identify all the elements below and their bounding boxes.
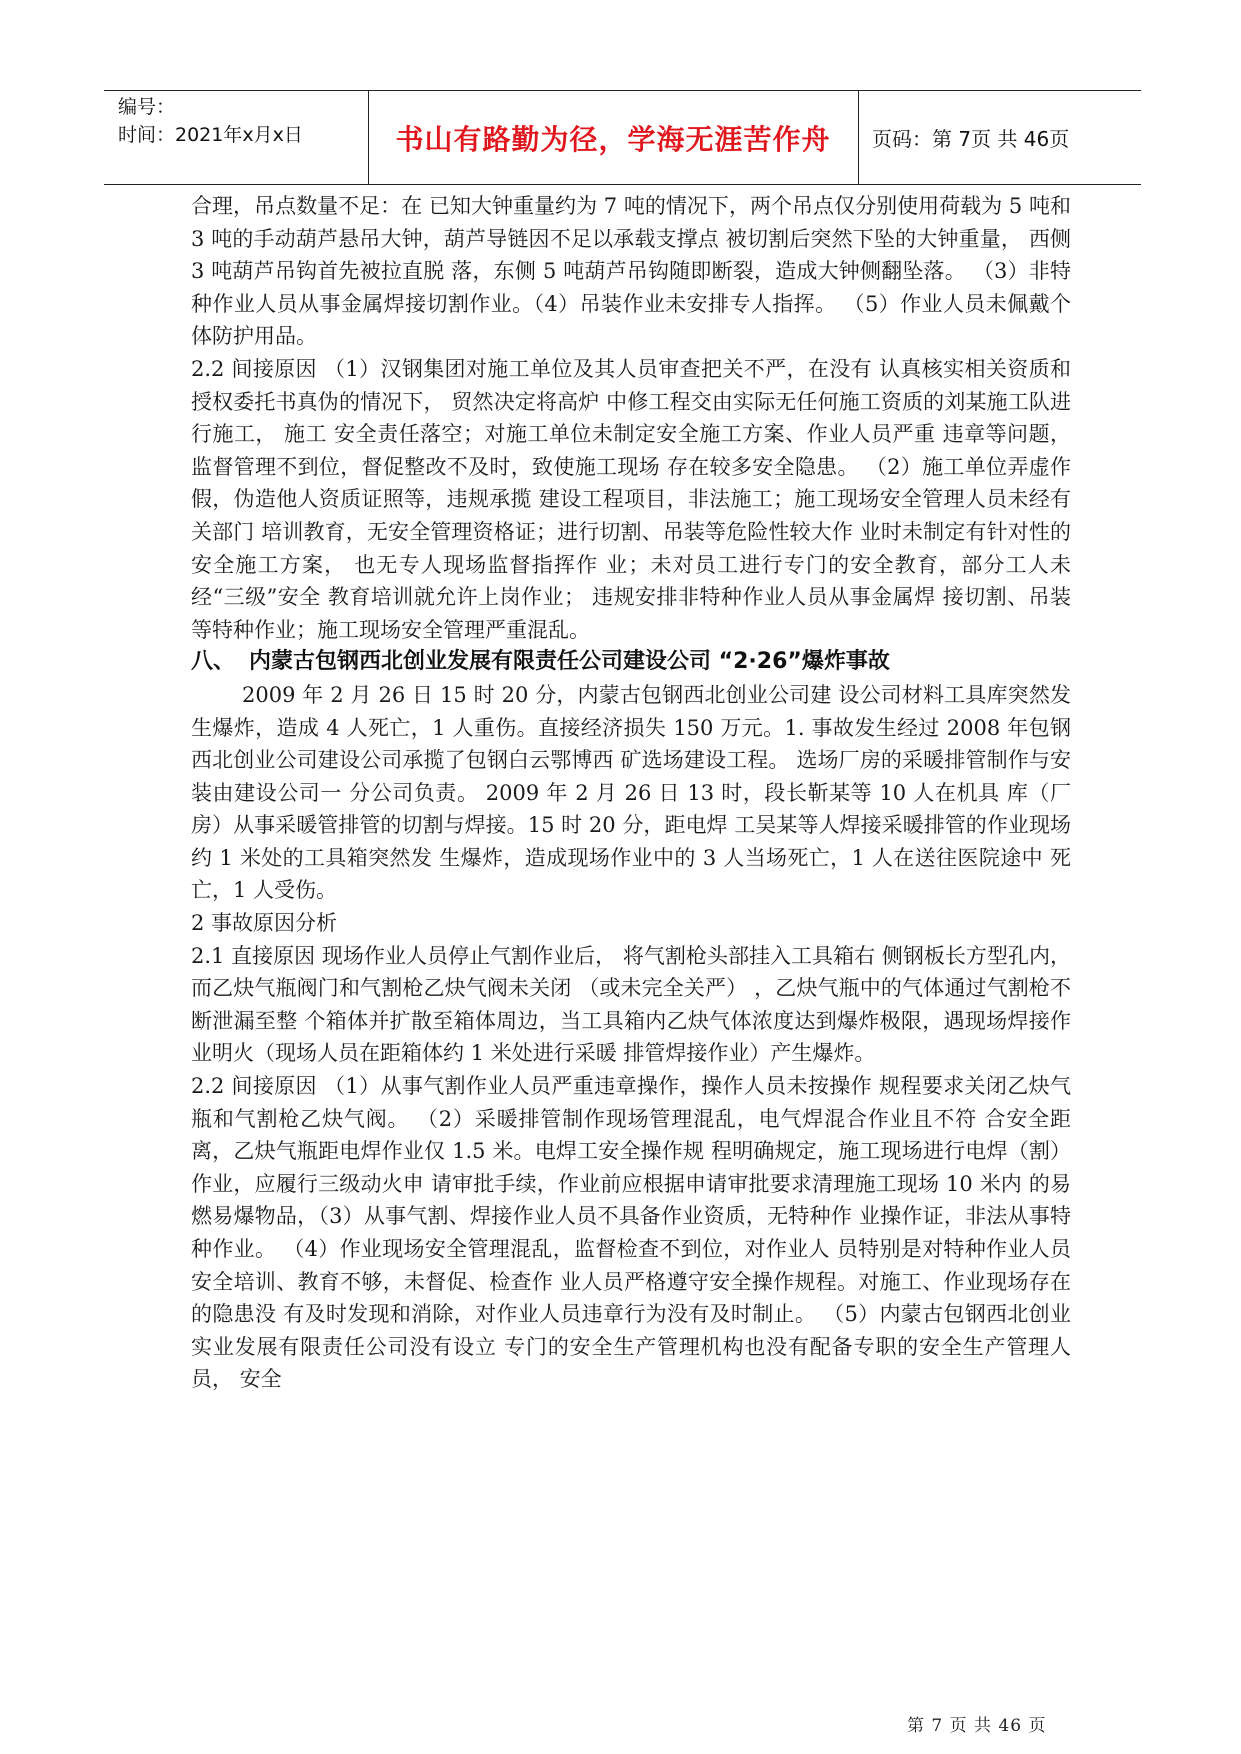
document-time-label: 时间：2021年x月x日 <box>118 124 303 146</box>
paragraph: 2.2 间接原因 （1）汉钢集团对施工单位及其人员审查把关不严，在没有 认真核实相关资质和授权委托书真伪的情况下， 贸然决定将高炉 中修工程交由实际无任何施工资质的刘某施工队进行施工， 施工 安全责任落空；对施工单位未制定安全施工方案、作业人员严重 违章等问题，监督管理不到位，督促整改不及时，致使施工现场 存在较多安全隐患。 （2）施工单位弄虚作假，伪造他人资质证照等，违规承揽 建设工程项目，非法施工；施工现场安全管理人员未经有关部门 培训教育，无安全管理资格证；进行切割、吊装等危险性较大作 业时未制定有针对性的安全施工方案， 也无专人现场监督指挥作 业；未对员工进行专门的安全教育，部分工人未经“三级”安全 教育培训就允许上岗作业； 违规安排非特种作业人员从事金属焊 接切割、吊装等特种作业；施工现场安全管理严重混乱。 <box>191 356 1071 642</box>
header-page-label: 页码：第 7页 共 46页 <box>872 127 1070 151</box>
header-table <box>104 90 1141 185</box>
section-title: 内蒙古包钢西北创业发展有限责任公司建设公司 “2·26”爆炸事故 <box>249 649 890 675</box>
paragraph: 2.2 间接原因 （1）从事气割作业人员严重违章操作，操作人员未按操作 规程要求关闭乙炔气瓶和气割枪乙炔气阀。 （2）采暖排管制作现场管理混乱，电气焊混合作业且不符 合安全距离，乙炔气瓶距电焊作业仅 1.5 米。电焊工安全操作规 程明确规定，施工现场进行电焊（割）作业，应履行三级动火申 请审批手续，作业前应根据申请审批要求清理施工现场 10 米内 的易燃易爆物品，（3）从事气割、焊接作业人员不具备作业资质，无特种作 业操作证，非法从事特种作业。 （4）作业现场安全管理混乱，监督检查不到位，对作业人 员特别是对特种作业人员安全培训、教育不够，未督促、检查作 业人员严格遵守安全操作规程。对施工、作业现场存在的隐患没 有及时发现和消除，对作业人员违章行为没有及时制止。 （5）内蒙古包钢西北创业实业发展有限责任公司没有设立 专门的安全生产管理机构也没有配备专职的安全生产管理人员， 安全 <box>191 1074 1071 1392</box>
header-motto-cell <box>368 91 858 184</box>
document-body <box>191 190 1071 1396</box>
header-divider <box>858 91 859 184</box>
footer-page-number: 第 7 页 共 46 页 <box>907 1716 1047 1736</box>
header-left-cell <box>118 91 303 149</box>
header-motto: 书山有路勤为径，学海无涯苦作舟 <box>395 122 831 156</box>
paragraph: 2 事故原因分析 <box>191 911 338 936</box>
paragraph: 合理，吊点数量不足：在 已知大钟重量约为 7 吨的情况下，两个吊点仅分别使用荷载为 5 吨和 3 吨的手动葫芦悬吊大钟，葫芦导链因不足以承载支撑点 被切割后突然下坠的大钟重量， 西侧 3 吨葫芦吊钩首先被拉直脱 落，东侧 5 吨葫芦吊钩随即断裂，造成大钟侧翻坠落。 （3）非特种作业人员从事金属焊接切割作业。（4）吊装作业未安排专人指挥。 （5）作业人员未佩戴个体防护用品。 <box>191 194 1071 349</box>
section-heading <box>191 646 1071 679</box>
section-number: 八、 <box>191 649 236 675</box>
document-number-label: 编号： <box>118 96 176 118</box>
header-page-cell <box>872 91 1069 184</box>
paragraph: 2009 年 2 月 26 日 15 时 20 分，内蒙古包钢西北创业公司建 设公司材料工具库突然发生爆炸，造成 4 人死亡，1 人重伤。直接经济损失 150 万元。1. 事故发生经过 2008 年包钢西北创业公司建设公司承揽了包钢白云鄂博西 矿选场建设工程。 选场厂房的采暖排管制作与安装由建设公司一 分公司负责。 2009 年 2 月 26 日 13 时，段长靳某等 10 人在机具 库（厂房）从事采暖管排管的切割与焊接。15 时 20 分，距电焊 工吴某等人焊接采暖排管的作业现场约 1 米处的工具箱突然发 生爆炸，造成现场作业中的 3 人当场死亡，1 人在送往医院途中 死亡，1 人受伤。 <box>191 682 1071 903</box>
paragraph: 2.1 直接原因 现场作业人员停止气割作业后， 将气割枪头部挂入工具箱右 侧钢板长方型孔内，而乙炔气瓶阀门和气割枪乙炔气阀未关闭 （或未完全关严） ，乙炔气瓶中的气体通过气割枪不断泄漏至整 个箱体并扩散至箱体周边，当工具箱内乙炔气体浓度达到爆炸极限，遇现场焊接作业明火（现场人员在距箱体约 1 米处进行采暖 排管焊接作业）产生爆炸。 <box>191 943 1071 1066</box>
